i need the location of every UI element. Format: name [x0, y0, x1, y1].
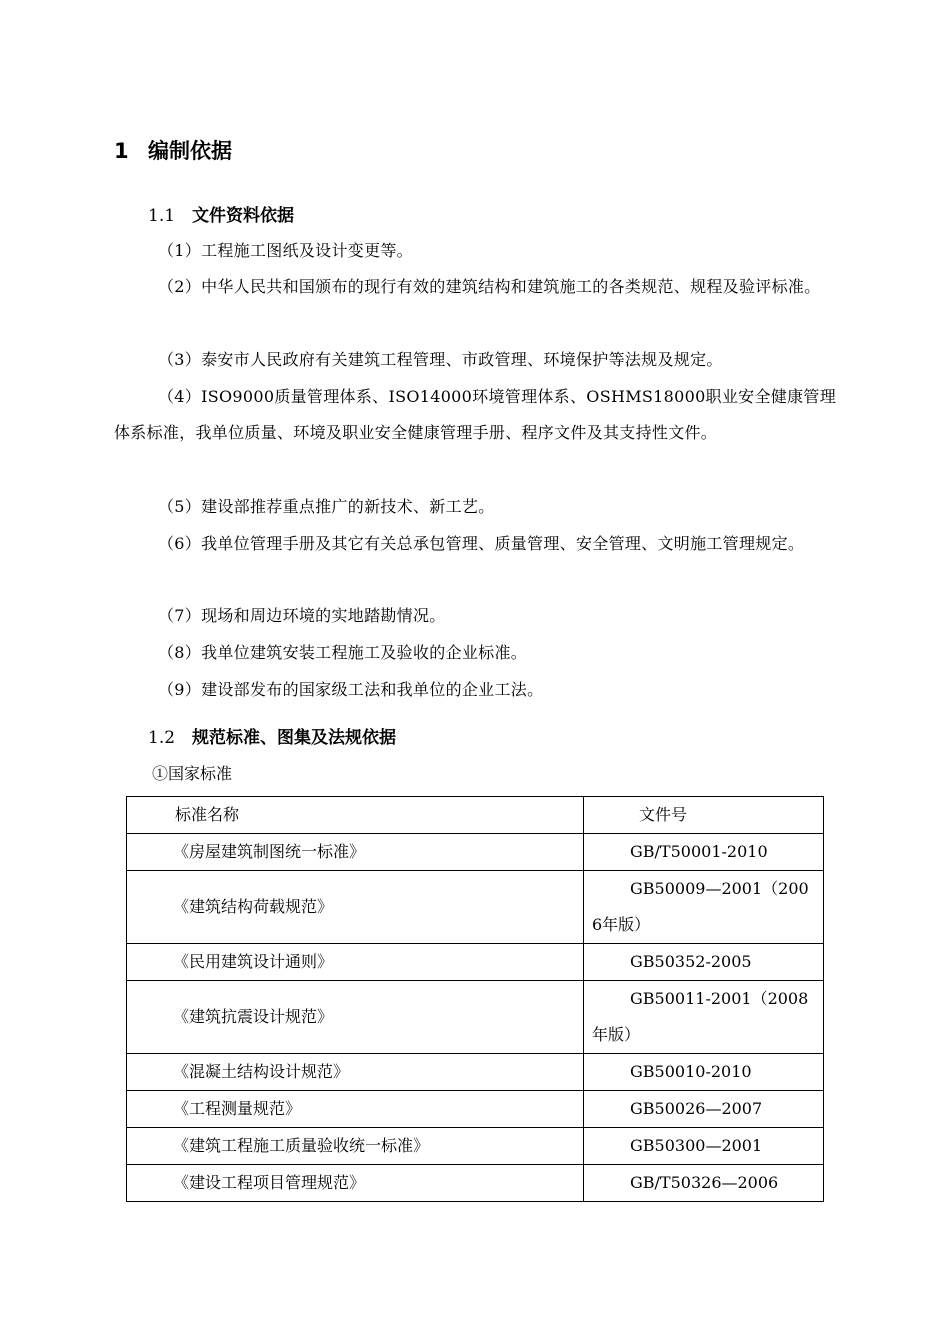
table-row — [127, 1165, 824, 1202]
table-row — [127, 871, 824, 944]
standard-name-cell: 《建筑工程施工质量验收统一标准》 — [127, 1128, 584, 1165]
basis-item-9: （9）建设部发布的国家级工法和我单位的企业工法。 — [158, 680, 544, 699]
standards-table — [126, 796, 824, 1202]
basis-item-7: （7）现场和周边环境的实地踏勘情况。 — [158, 606, 446, 625]
national-standards-subheading: ①国家标准 — [152, 764, 233, 783]
basis-item-4: （4）ISO9000质量管理体系、ISO14000环境管理体系、OSHMS18000职业安全健康管理体系标准，我单位质量、环境及职业安全健康管理手册、程序文件及其支持性文件。 — [114, 387, 836, 442]
basis-item-3: （3）泰安市人民政府有关建筑工程管理、市政管理、环境保护等法规及规定。 — [158, 350, 723, 369]
heading-1-2-title: 规范标准、图集及法规依据 — [192, 728, 396, 748]
heading-1-2-number: 1.2 — [148, 728, 176, 748]
standard-name-cell: 《建筑抗震设计规范》 — [127, 981, 584, 1054]
standard-code-cell: GB50009—2001（2006年版） — [584, 871, 824, 944]
heading-1-1-number: 1.1 — [148, 206, 176, 226]
basis-item-5: （5）建设部推荐重点推广的新技术、新工艺。 — [158, 497, 495, 516]
heading-1 — [114, 136, 232, 166]
table-row — [127, 944, 824, 981]
heading-1-1 — [148, 203, 294, 229]
standard-name-cell: 《建筑结构荷载规范》 — [127, 871, 584, 944]
standard-name-cell: 《混凝土结构设计规范》 — [127, 1054, 584, 1091]
standard-name-cell: 《建设工程项目管理规范》 — [127, 1165, 584, 1202]
heading-1-number: 1 — [114, 139, 129, 163]
standard-code-cell: GB/T50001-2010 — [584, 834, 824, 871]
table-row — [127, 834, 824, 871]
table-row — [127, 981, 824, 1054]
basis-item-2: （2）中华人民共和国颁布的现行有效的建筑结构和建筑施工的各类规范、规程及验评标准。 — [158, 277, 821, 296]
basis-item-1: （1）工程施工图纸及设计变更等。 — [158, 241, 413, 260]
standard-code-cell: GB50300—2001 — [584, 1128, 824, 1165]
table-header-row — [127, 797, 824, 834]
standard-code-cell: GB50352-2005 — [584, 944, 824, 981]
standard-code-cell: GB50011-2001（2008年版） — [584, 981, 824, 1054]
heading-1-1-title: 文件资料依据 — [192, 206, 294, 226]
standard-code-cell: GB/T50326—2006 — [584, 1165, 824, 1202]
standard-name-cell: 《工程测量规范》 — [127, 1091, 584, 1128]
table-row — [127, 1091, 824, 1128]
standard-code-cell: GB50010-2010 — [584, 1054, 824, 1091]
standard-code-cell: GB50026—2007 — [584, 1091, 824, 1128]
basis-item-6: （6）我单位管理手册及其它有关总承包管理、质量管理、安全管理、文明施工管理规定。 — [158, 534, 805, 553]
table-row — [127, 1054, 824, 1091]
heading-1-title: 编制依据 — [148, 139, 232, 163]
table-header-number: 文件号 — [584, 797, 824, 834]
heading-1-2 — [148, 725, 396, 751]
standard-name-cell: 《民用建筑设计通则》 — [127, 944, 584, 981]
basis-item-8: （8）我单位建筑安装工程施工及验收的企业标准。 — [158, 643, 528, 662]
standard-name-cell: 《房屋建筑制图统一标准》 — [127, 834, 584, 871]
table-header-name: 标准名称 — [127, 797, 584, 834]
table-row — [127, 1128, 824, 1165]
